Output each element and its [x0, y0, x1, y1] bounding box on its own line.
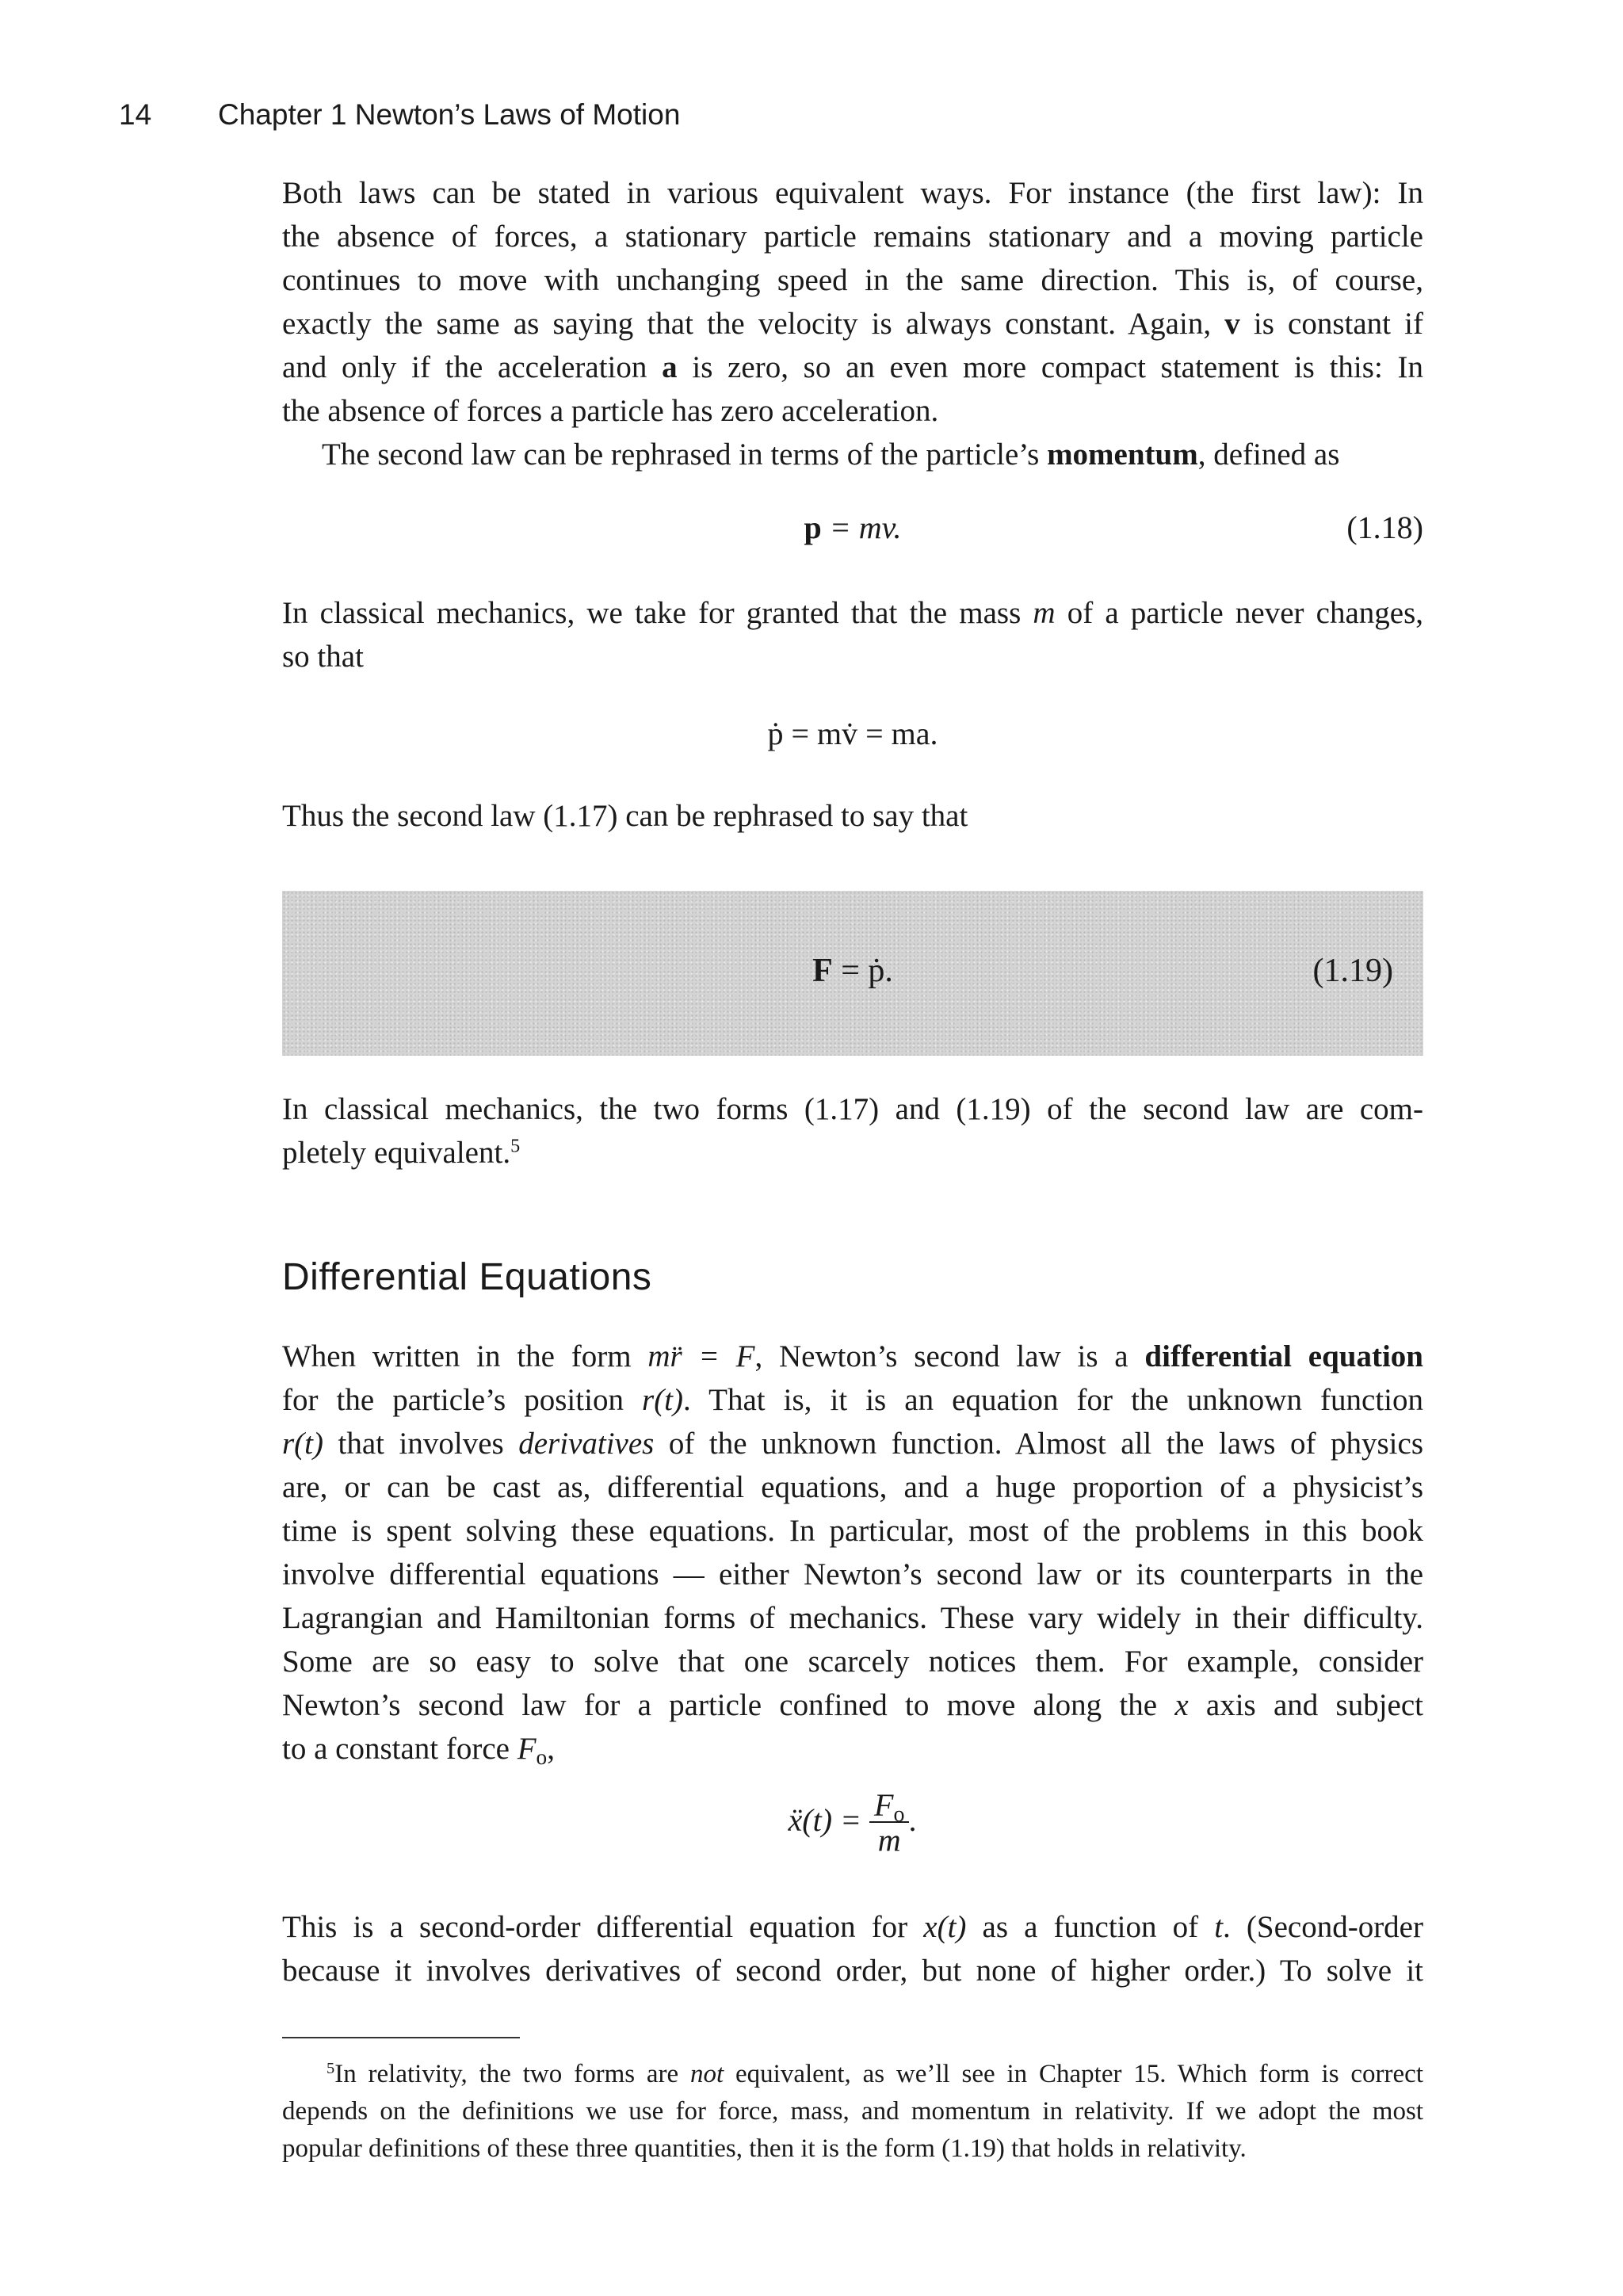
- equation-number: (1.19): [1312, 953, 1393, 989]
- running-head: [119, 98, 1504, 138]
- paragraph-first-law: Both laws can be stated in various equivalent ways. For instance (the first law): In the absence of forces, a stationary particle remains stationary and a moving particle continues to move with unchanging speed in the same direction. This is, of course, exactly the same as saying that the velocity is always constant. Again, v is constant if and only if the acceleration a is zero, so an even more compact statement is this: In the absence of forces a particle has zero acceleration.: [282, 176, 1423, 428]
- page-number: 14: [119, 98, 152, 131]
- equation-number: (1.18): [1346, 510, 1423, 545]
- paragraph-mass: In classical mechanics, we take for granted that the mass m of a particle never changes, so that: [282, 596, 1423, 674]
- equation-1-18: p = mv. (1.18): [804, 510, 1423, 545]
- chapter-title: Chapter 1 Newton’s Laws of Motion: [218, 98, 681, 131]
- section-heading: Differential Equations: [282, 1256, 652, 1298]
- paragraph-rephrase: Thus the second law (1.17) can be rephrased to say that: [282, 799, 968, 833]
- footnote-number: 5: [327, 2059, 335, 2077]
- equation-x-ddot: ẍ(t) = $\frac{F_o}{m}$ .: [788, 1787, 918, 1858]
- equation-p-dot: ṗ = mv̇ = ma.: [767, 716, 938, 751]
- paragraph-momentum: The second law can be rephrased in terms of the particle’s momentum, defined as: [322, 437, 1340, 472]
- footnote-rule: [282, 2037, 520, 2038]
- highlighted-equation-1-19: F = ṗ. (1.19): [282, 891, 1423, 1056]
- paragraph-equivalence: In classical mechanics, the two forms (1.17) and (1.19) of the second law are com- pletely equivalent.$^5$: [282, 1092, 1423, 1170]
- paragraph-differential-equations: When written in the form mr̈ = F, Newton’s second law is a differential equation for the particle’s position r(t). That is, it is an equation for the unknown function r(t) that involves derivatives of the unknown function. Almost all the laws of physics are, or can be cast as, differential equations, and a huge proportion of a physicist’s time is spent solving these equations. In particular, most of the problems in this book involve differential equations — either Newton’s second law or its counterparts in the Lagrangian and Hamiltonian forms of mechanics. These vary widely in their difficulty. Some are so easy to solve that one scarcely notices them. For example, consider Newton’s second law for a particle confined to move along the x axis and subject to a constant force $F_o$,: [282, 1339, 1423, 1769]
- paragraph-second-order: This is a second-order differential equation for x(t) as a function of t. (Second-order because it involves derivatives of second order, but none of higher order.) To solve it: [282, 1910, 1423, 1988]
- footnote-marker: 5: [510, 1135, 521, 1157]
- footnote: $^5$In relativity, the two forms are not equivalent, as we’ll see in Chapter 15. Which form is correct depends on the definitions we use for force, mass, and momentum in relativity. If we adopt the most popular definitions of these three quantities, then it is the form (1.19) that holds in relativity.: [282, 2059, 1423, 2163]
